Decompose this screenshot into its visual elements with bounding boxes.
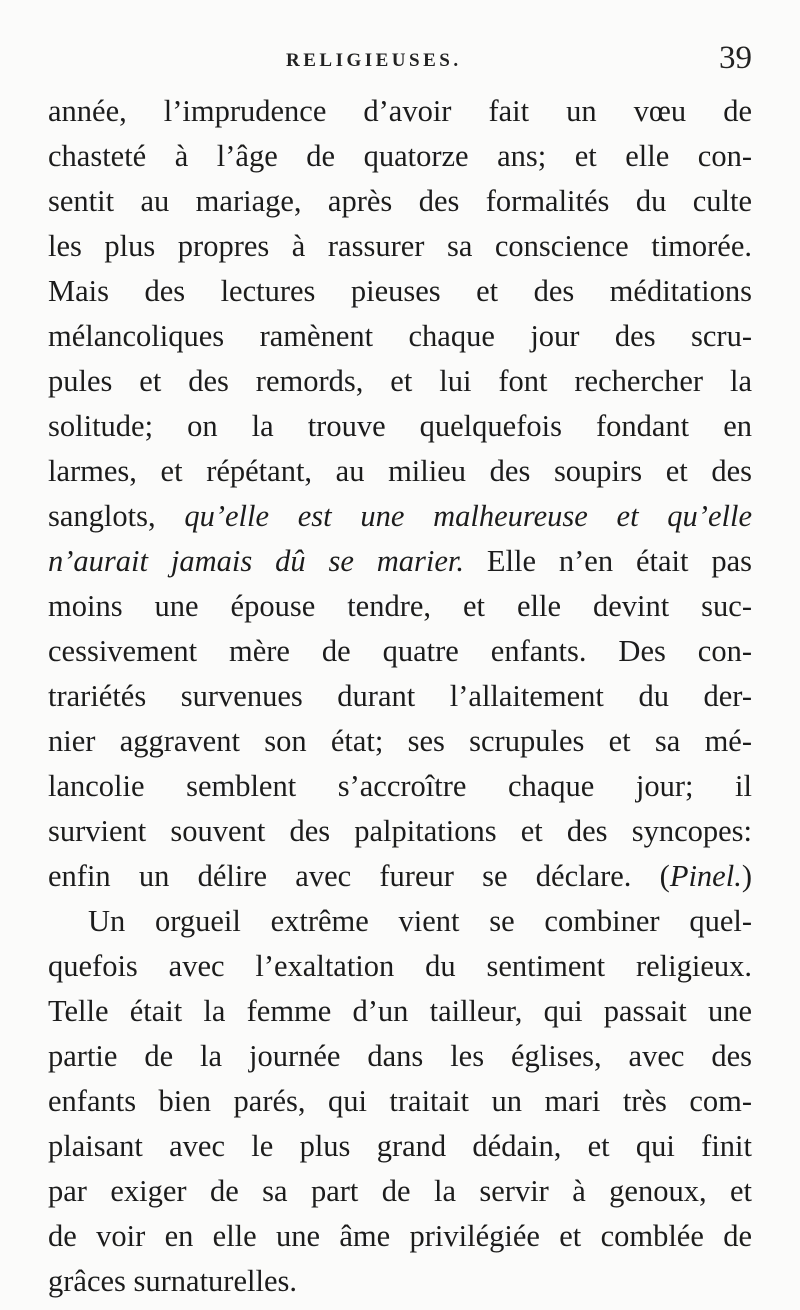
text-line: partie de la journée dans les églises, avec des <box>48 1039 752 1073</box>
text-line: grâces surnaturelles. <box>48 1264 297 1298</box>
text-line: cessivement mère de quatre enfants. Des con- <box>48 634 752 668</box>
text-line <box>48 494 752 539</box>
text-line: quefois avec l’exaltation du sentiment religieux. <box>48 949 752 983</box>
text-line: larmes, et répétant, au milieu des soupirs et des <box>48 454 752 488</box>
text-line: par exiger de sa part de la servir à genoux, et <box>48 1174 752 1208</box>
italic-quote: n’aurait jamais dû se marier. <box>48 544 465 578</box>
text-run: sanglots, <box>48 499 185 533</box>
body-text <box>48 89 752 1304</box>
paragraph-first-line: Un orgueil extrême vient se combiner quel- <box>88 904 752 938</box>
text-line: nier aggravent son état; ses scrupules et sa mé- <box>48 724 752 758</box>
text-run: enfin un délire avec fureur se déclare. ( <box>48 859 670 893</box>
text-line: les plus propres à rassurer sa conscience timorée. <box>48 229 752 263</box>
text-line <box>48 539 752 584</box>
text-line: enfants bien parés, qui traitait un mari très com- <box>48 1084 752 1118</box>
page-number: 39 <box>719 40 752 76</box>
text-line <box>48 854 752 899</box>
text-line: Mais des lectures pieuses et des méditations <box>48 274 752 308</box>
text-line: mélancoliques ramènent chaque jour des scru- <box>48 319 752 353</box>
text-line: sentit au mariage, après des formalités du culte <box>48 184 752 218</box>
text-line: chasteté à l’âge de quatorze ans; et elle con- <box>48 139 752 173</box>
text-line: plaisant avec le plus grand dédain, et qui finit <box>48 1129 752 1163</box>
italic-quote: qu’elle est une malheureuse et qu’elle <box>184 499 752 533</box>
running-head <box>48 40 752 84</box>
text-line: solitude; on la trouve quelquefois fondant en <box>48 409 752 443</box>
citation-author: Pinel. <box>669 859 742 893</box>
text-line: Telle était la femme d’un tailleur, qui passait une <box>48 994 752 1028</box>
text-line: trariétés survenues durant l’allaitement du der- <box>48 679 752 713</box>
running-title: RELIGIEUSES. <box>286 50 462 71</box>
text-line: lancolie semblent s’accroître chaque jour; il <box>48 769 752 803</box>
text-run: Elle n’en était pas <box>464 544 752 578</box>
text-line: survient souvent des palpitations et des syncopes: <box>48 814 752 848</box>
text-run: ) <box>741 859 752 893</box>
text-line: pules et des remords, et lui font rechercher la <box>48 364 752 398</box>
text-line: de voir en elle une âme privilégiée et comblée de <box>48 1219 752 1253</box>
text-line: moins une épouse tendre, et elle devint suc- <box>48 589 752 623</box>
text-line: année, l’imprudence d’avoir fait un vœu de <box>48 94 752 128</box>
